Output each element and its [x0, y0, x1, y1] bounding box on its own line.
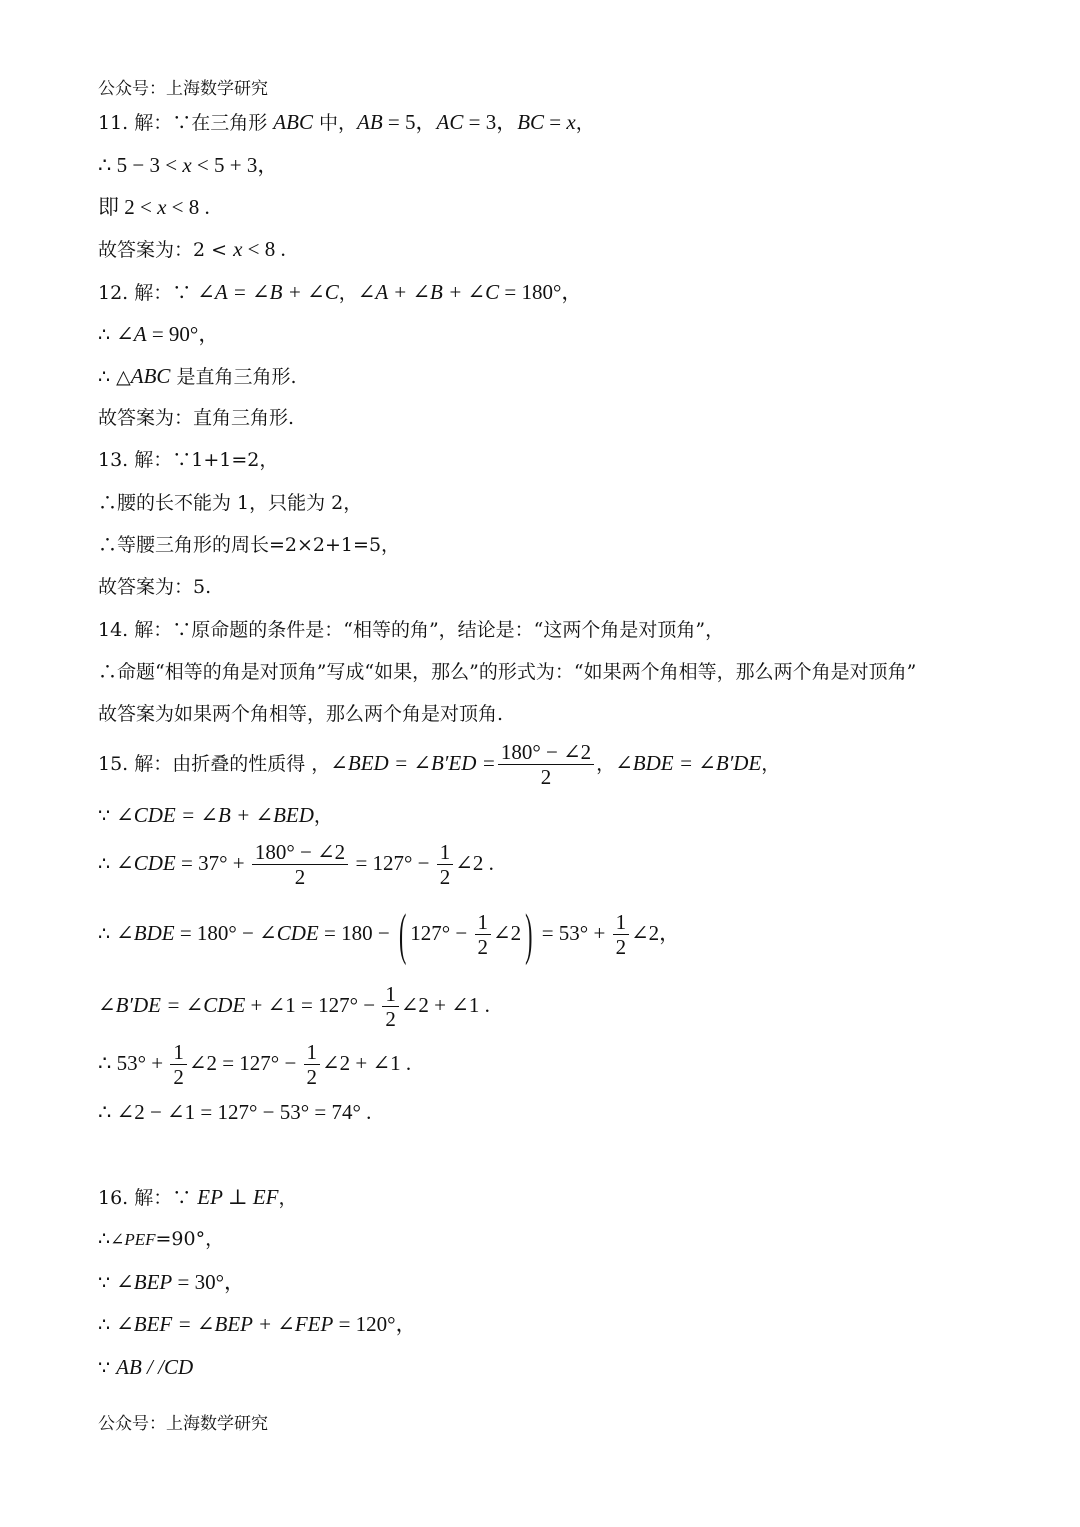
q16-formula: ∠PEF	[110, 1230, 156, 1249]
q12-line-2	[98, 324, 219, 345]
q12-text: 是直角三角形.	[170, 366, 297, 388]
q13-line-1: 13. 解：∵1+1=2，	[98, 449, 279, 471]
fraction	[304, 1040, 321, 1090]
q13-line-4: 故答案为：5.	[98, 576, 212, 598]
q15-text: ∠2	[493, 921, 522, 946]
q16-text: ，	[278, 1187, 298, 1209]
q16-line-2	[98, 1230, 224, 1249]
fraction-denominator: 2	[173, 1065, 184, 1090]
footer-text: 公众号：上海数学研究	[98, 1414, 268, 1434]
right-paren: )	[525, 901, 533, 967]
fraction-numerator: 1	[382, 982, 399, 1007]
q16-formula: EP ⊥ EF	[197, 1185, 279, 1209]
q11-text: 中，	[312, 112, 358, 134]
q15-text: ∵	[98, 805, 117, 827]
q16-text: 16. 解：∵	[98, 1187, 198, 1209]
q15-line-7	[98, 1102, 371, 1123]
q11-line-1	[98, 112, 595, 133]
left-paren: (	[398, 901, 407, 967]
q11-line-3	[98, 197, 210, 218]
q15-formula: ∠CDE	[116, 851, 176, 876]
q15-formula: ∠CDE	[259, 921, 319, 946]
fraction-denominator: 2	[385, 1007, 396, 1032]
q12-text: ∴ △	[98, 366, 131, 388]
q12-line-1	[98, 282, 582, 303]
q12-text: = 90°，	[146, 322, 220, 346]
q12-formula: ∠A + ∠B + ∠C	[357, 280, 500, 304]
q11-text: = 5，	[382, 110, 437, 134]
q15-text: ∠2 + ∠1 .	[322, 1051, 412, 1076]
q12-text: ，	[338, 282, 358, 304]
q13-line-2: ∴腰的长不能为 1，只能为 2，	[98, 492, 363, 514]
q11-text: =	[544, 110, 567, 134]
q12-line-3	[98, 366, 297, 387]
q12-text: 12. 解：∵	[98, 282, 198, 304]
q16-line-3	[98, 1272, 245, 1293]
q11-var: AB	[357, 110, 383, 134]
q12-text: = 180°，	[499, 280, 583, 304]
q11-var: x	[566, 110, 576, 134]
q15-text: ，	[313, 805, 333, 827]
q15-formula: ∠BDE = ∠B′DE	[615, 751, 762, 776]
q11-var: x	[182, 153, 192, 177]
q16-formula: ∠BEP	[116, 1270, 173, 1294]
q15-line-5	[98, 982, 490, 1032]
q15-formula: ∠BDE	[116, 921, 175, 946]
q15-line-6	[98, 1040, 411, 1090]
q15-text: = 180° −	[174, 921, 260, 946]
q11-text: 即 2 <	[98, 195, 158, 219]
fraction	[252, 840, 348, 890]
q15-text: ∴ ∠2 − ∠1 = 127° − 53° = 74° .	[98, 1100, 372, 1124]
q11-text: ∴ 5 − 3 <	[98, 153, 183, 177]
q11-line-2	[98, 155, 278, 176]
q15-text: ∠2 .	[455, 851, 494, 876]
q16-text: ∵	[98, 1357, 117, 1379]
q15-line-4	[98, 901, 681, 967]
q15-text: 127° −	[410, 921, 473, 946]
q15-text: = 37° +	[175, 851, 250, 876]
q12-formula: ∠A = ∠B + ∠C	[197, 280, 339, 304]
q16-formula: AB / /CD	[116, 1355, 194, 1379]
fraction-numerator: 1	[304, 1040, 321, 1065]
q15-text: = 53° +	[536, 921, 611, 946]
header-text: 公众号：上海数学研究	[98, 79, 268, 99]
q15-text: 15. 解：由折叠的性质得 ，	[98, 753, 331, 776]
fraction-numerator: 1	[170, 1040, 187, 1065]
q11-line-4	[98, 239, 286, 260]
q15-line-1	[98, 740, 780, 790]
q11-text: = 3，	[463, 110, 518, 134]
fraction-denominator: 2	[540, 765, 552, 790]
q15-text: + ∠1 = 127° −	[245, 993, 381, 1018]
q11-text: < 8 .	[242, 237, 286, 261]
fraction-numerator: 180° − ∠2	[498, 740, 594, 765]
q11-var: x	[157, 195, 167, 219]
fraction-numerator: 1	[437, 840, 454, 865]
q11-var: AC	[436, 110, 464, 134]
fraction-numerator: 1	[475, 910, 492, 935]
q16-line-5	[98, 1357, 193, 1378]
q15-formula: ∠BED = ∠B′ED =	[330, 751, 496, 776]
q15-text: = 180 −	[318, 921, 395, 946]
q15-text: ，	[596, 753, 616, 776]
q15-formula: ∠B′DE = ∠CDE	[98, 993, 246, 1018]
q16-text: = 120°，	[333, 1312, 417, 1336]
fraction	[170, 1040, 187, 1090]
fraction-numerator: 180° − ∠2	[252, 840, 348, 865]
fraction-denominator: 2	[306, 1065, 318, 1090]
fraction-denominator: 2	[477, 935, 489, 960]
q16-text: ∵	[98, 1272, 117, 1294]
q16-line-4	[98, 1314, 417, 1335]
q15-text: ∴ 53° +	[98, 1051, 169, 1076]
q11-var: x	[233, 237, 243, 261]
q15-text: ，	[761, 753, 781, 776]
q16-text: =90°，	[155, 1228, 225, 1250]
q15-line-3	[98, 840, 494, 890]
q12-line-4: 故答案为：直角三角形.	[98, 407, 295, 429]
fraction	[475, 910, 492, 960]
q13-line-3: ∴等腰三角形的周长=2×2+1=5，	[98, 534, 401, 556]
q15-text: ∠2 = 127° −	[188, 1051, 302, 1076]
q15-text: ∠2 + ∠1 .	[400, 993, 490, 1018]
q12-var: ABC	[130, 364, 171, 388]
q12-text: ∴	[98, 324, 117, 346]
q12-formula: ∠A	[116, 322, 147, 346]
q15-line-2	[98, 805, 333, 826]
q14-line-3: 故答案为如果两个角相等，那么两个角是对顶角.	[98, 703, 504, 725]
q16-text: = 30°，	[172, 1270, 245, 1294]
q16-formula: ∠BEF = ∠BEP + ∠FEP	[116, 1312, 334, 1336]
q11-text: < 5 + 3，	[191, 153, 279, 177]
q15-text: ∴	[98, 923, 117, 946]
fraction	[382, 982, 399, 1032]
q15-text: = 127° −	[350, 851, 435, 876]
fraction-denominator: 2	[294, 865, 306, 890]
q14-line-1: 14. 解：∵原命题的条件是：“相等的角”，结论是：“这两个角是对顶角”，	[98, 619, 725, 641]
q16-line-1	[98, 1187, 298, 1208]
fraction	[498, 740, 594, 790]
q14-line-2: ∴命题“相等的角是对顶角”写成“如果，那么”的形式为：“如果两个角相等，那么两个角是对顶角”	[98, 661, 917, 683]
q11-var: ABC	[273, 110, 313, 134]
q15-text: ∴	[98, 853, 117, 876]
q16-text: ∴	[98, 1314, 117, 1336]
q11-var: BC	[517, 110, 545, 134]
q11-text: 11. 解：∵在三角形	[98, 112, 274, 134]
fraction-numerator: 1	[613, 910, 630, 935]
q11-text: ，	[575, 112, 595, 134]
fraction	[613, 910, 630, 960]
fraction-denominator: 2	[615, 935, 627, 960]
fraction-denominator: 2	[439, 865, 451, 890]
q15-formula: ∠CDE = ∠B + ∠BED	[116, 803, 314, 827]
fraction	[437, 840, 454, 890]
q11-text: < 8 .	[166, 195, 210, 219]
q11-text: 故答案为：2 <	[98, 239, 234, 261]
q16-text: ∴	[98, 1228, 111, 1250]
q15-text: ∠2，	[631, 921, 681, 946]
